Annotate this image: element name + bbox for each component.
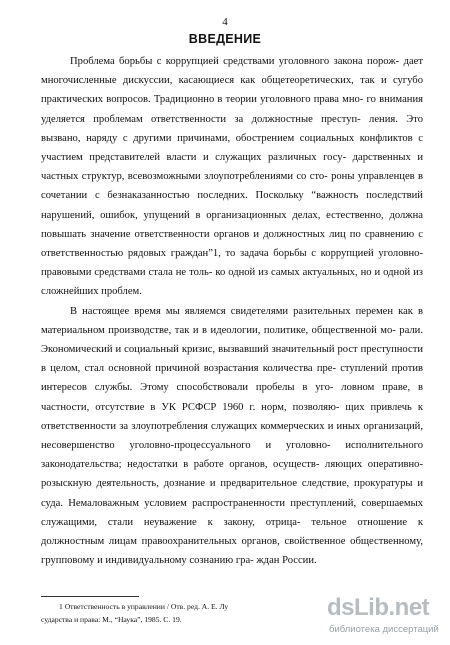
text-line: преступлений, совершаемых служащими, стали неуважение к закону, отрица- [41,497,423,528]
body-text [41,52,423,570]
text-line: ждан России. [256,555,317,567]
text-line: В настоящее время мы являемся свидетелями разительных перемен как в [70,305,423,317]
text-line: свойственное общественному, групповому и индивидуальному сознанию гра- [41,536,423,567]
text-line: Проблема борьбы с коррупцией средствами уголовного закона порож- [70,56,400,67]
watermark [327,592,447,640]
text-line: роны управленцев в сочетании с безнаказанностью последних. Поскольку [41,171,423,202]
text-line: ступлений против интересов службы. Этому способствовали пробелы в уго- [41,363,424,394]
text-line: следствие, прокуратуры и суда. Немаловажным условием распространенности [41,478,424,509]
text-line: конфликтов с участием представителей власти и служащих различных госу- [41,132,423,164]
footnote-rule [41,596,139,597]
text-line: задача борьбы с коррупцией уголовно-правовыми средствами стала не толь- [41,248,424,279]
text-line: сугубо практических вопросов. Традиционно в теории уголовного права мно- [41,75,423,106]
text-line: делах, естественно, должна повышать значение ответственности органов и [41,209,423,240]
page-number: 4 [222,16,228,28]
text-line: ляющих оперативно-розыскную деятельность, дознание и предварительное [41,459,423,490]
text-line: рали. Экономический и социальный кризис, вызвавший значительный рост [41,324,423,356]
footnote-line: сударства и права: М., “Наука”, 1985. С. 19. [41,614,182,624]
text-line: ления. Это вызвано, наряду с другими причинами, обострением социальных [41,113,423,144]
text-line: исполнительного законодательства; недостатки в работе органов, осуществ- [41,440,423,471]
text-line: должностных лиц по сравнению с ответственностью рядовых граждан”1, то [41,228,423,260]
watermark-logo: dsLib.net [327,594,430,621]
text-line: ко одной из самых актуальных, но и одной из сложнейших проблем. [41,267,423,298]
text-line: “важность последствий нарушений, ошибок, упущений в организационных [41,190,423,221]
text-line: тельное отношение к должностным лицам правоохранительных органов, [41,516,423,548]
text-line: преступности в целом, стал основной причиной возрастания количества пре- [41,344,423,375]
footnote-line: 1 Ответственность в управлении / Отв. ред. А. Е. Лу [59,602,229,611]
page-title: ВВЕДЕНИЕ [188,32,262,46]
text-line: дарственных и частных структур, всевозможными злоупотреблениями со сто- [41,152,423,183]
text-line: го внимания уделяется проблемам ответственности за должностные преступ- [41,94,423,125]
text-line: ловном праве, в частности, отсутствие в УК РСФСР 1960 г. норм, позволяю- [41,382,423,413]
watermark-subtitle: библиотека диссертаций [329,624,439,635]
text-line: и иных организаций, несовершенство уголовно-процессуального и уголовно- [41,420,423,452]
text-line: щих привлечь к ответственности за злоупотребления служащих коммерческих [41,401,423,432]
footnote [41,601,341,626]
text-line: дает многочисленные дискуссии, касающиеся как общетеоретических, так и [41,56,423,87]
paragraph [41,302,423,571]
paragraph [41,52,423,302]
text-line: материальном производстве, так и в идеологии, политике, общественной мо- [41,324,396,336]
